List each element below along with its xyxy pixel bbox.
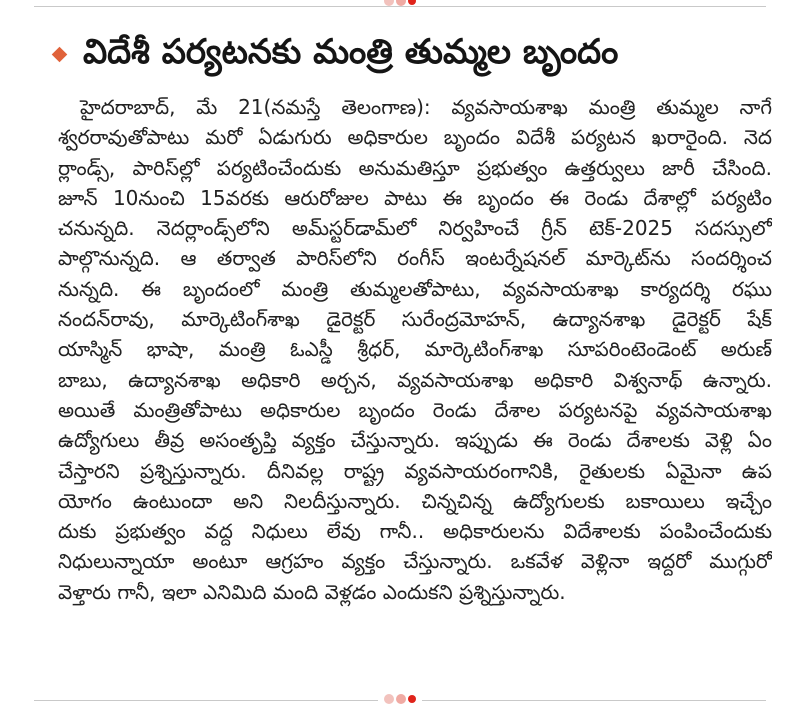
article-line: చనున్నది. నెదర్లాండ్స్‌లోని అమ్‌స్టర్‌డామ్‌లో నిర్వహించే గ్రీన్ టెక్-2025 సదస్సులో [58, 216, 772, 241]
article-line: నందన్‌రావు, మార్కెటింగ్‌శాఖ డైరెక్టర్ సురేంద్రమోహన్, ఉద్యానశాఖ డైరెక్టర్ షేక్ [58, 307, 772, 332]
article-line: హైదరాబాద్, మే 21(నమస్తే తెలంగాణ): వ్యవసాయశాఖ మంత్రి తుమ్మల నాగే [80, 95, 772, 119]
article-line: శ్వరరావుతోపాటు మరో ఏడుగురు అధికారుల బృందం విదేశీ పర్యటన ఖరారైంది. నెద [58, 125, 772, 150]
top-divider [34, 6, 766, 7]
article-line: నిధులున్నాయా అంటూ ఆగ్రహం వ్యక్తం చేస్తున్నారు. ఒకవేళ వెళ్లినా ఇద్దరో ముగ్గురో [58, 549, 772, 574]
article-line: దుకు ప్రభుత్వం వద్ద నిధులు లేవు గానీ.. అధికారులను విదేశాలకు పంపించేందుకు [58, 519, 772, 544]
diamond-bullet-icon [52, 46, 68, 62]
article-line: అయితే మంత్రితోపాటు అధికారుల బృందం రెండు దేశాల పర్యటనపై వ్యవసాయశాఖ [58, 397, 772, 422]
article-line: యాస్మిన్ భాషా, మంత్రి ఓఎస్డీ శ్రీధర్, మార్కెటింగ్‌శాఖ సూపరింటెండెంట్ అరుణ్ [58, 337, 772, 362]
top-ornament [378, 0, 422, 6]
article-line: చేస్తారని ప్రశ్నిస్తున్నారు. దీనివల్ల రాష్ట్ర వ్యవసాయరంగానికి, రైతులకు ఏమైనా ఉప [58, 458, 772, 483]
article-line: వెళ్తారు గానీ, ఇలా ఎనిమిది మంది వెళ్లడం ఎందుకని ప్రశ్నిస్తున్నారు. [58, 579, 566, 604]
headline [54, 30, 770, 74]
article-line: పాల్గొనున్నది. ఆ తర్వాత పారిస్‌లోని రంగీస్ ఇంటర్నేషనల్ మార్కెట్‌ను సందర్శించ [58, 246, 772, 271]
article-line: ర్లాండ్స్, పారిస్‌ల్లో పర్యటించేందుకు అనుమతిస్తూ ప్రభుత్వం ఉత్తర్వులు జారీ చేసింది. [58, 155, 772, 180]
article-line: ఉద్యోగులు తీవ్ర అసంతృప్తి వ్యక్తం చేస్తున్నారు. ఇప్పుడు ఈ రెండు దేశాలకు వెళ్లి ఏం [58, 428, 772, 453]
article-line: జూన్ 10నుంచి 15వరకు ఆరురోజుల పాటు ఈ బృందం ఈ రెండు దేశాల్లో పర్యటిం [58, 185, 772, 210]
bottom-ornament [378, 694, 422, 704]
article-body [58, 92, 772, 607]
headline-text: విదేశీ పర్యటనకు మంత్రి తుమ్మల బృందం [83, 32, 619, 72]
article-line: నున్నది. ఈ బృందంలో మంత్రి తుమ్మలతోపాటు, వ్యవసాయశాఖ కార్యదర్శి రఘు [58, 276, 772, 301]
article-line: యోగం ఉంటుందా అని నిలదీస్తున్నారు. చిన్నచిన్న ఉద్యోగులకు బకాయిలు ఇచ్చేం [58, 488, 772, 513]
article-line: బాబు, ఉద్యానశాఖ అధికారి అర్చన, వ్యవసాయశాఖ అధికారి విశ్వనాథ్ ఉన్నారు. [58, 367, 772, 392]
